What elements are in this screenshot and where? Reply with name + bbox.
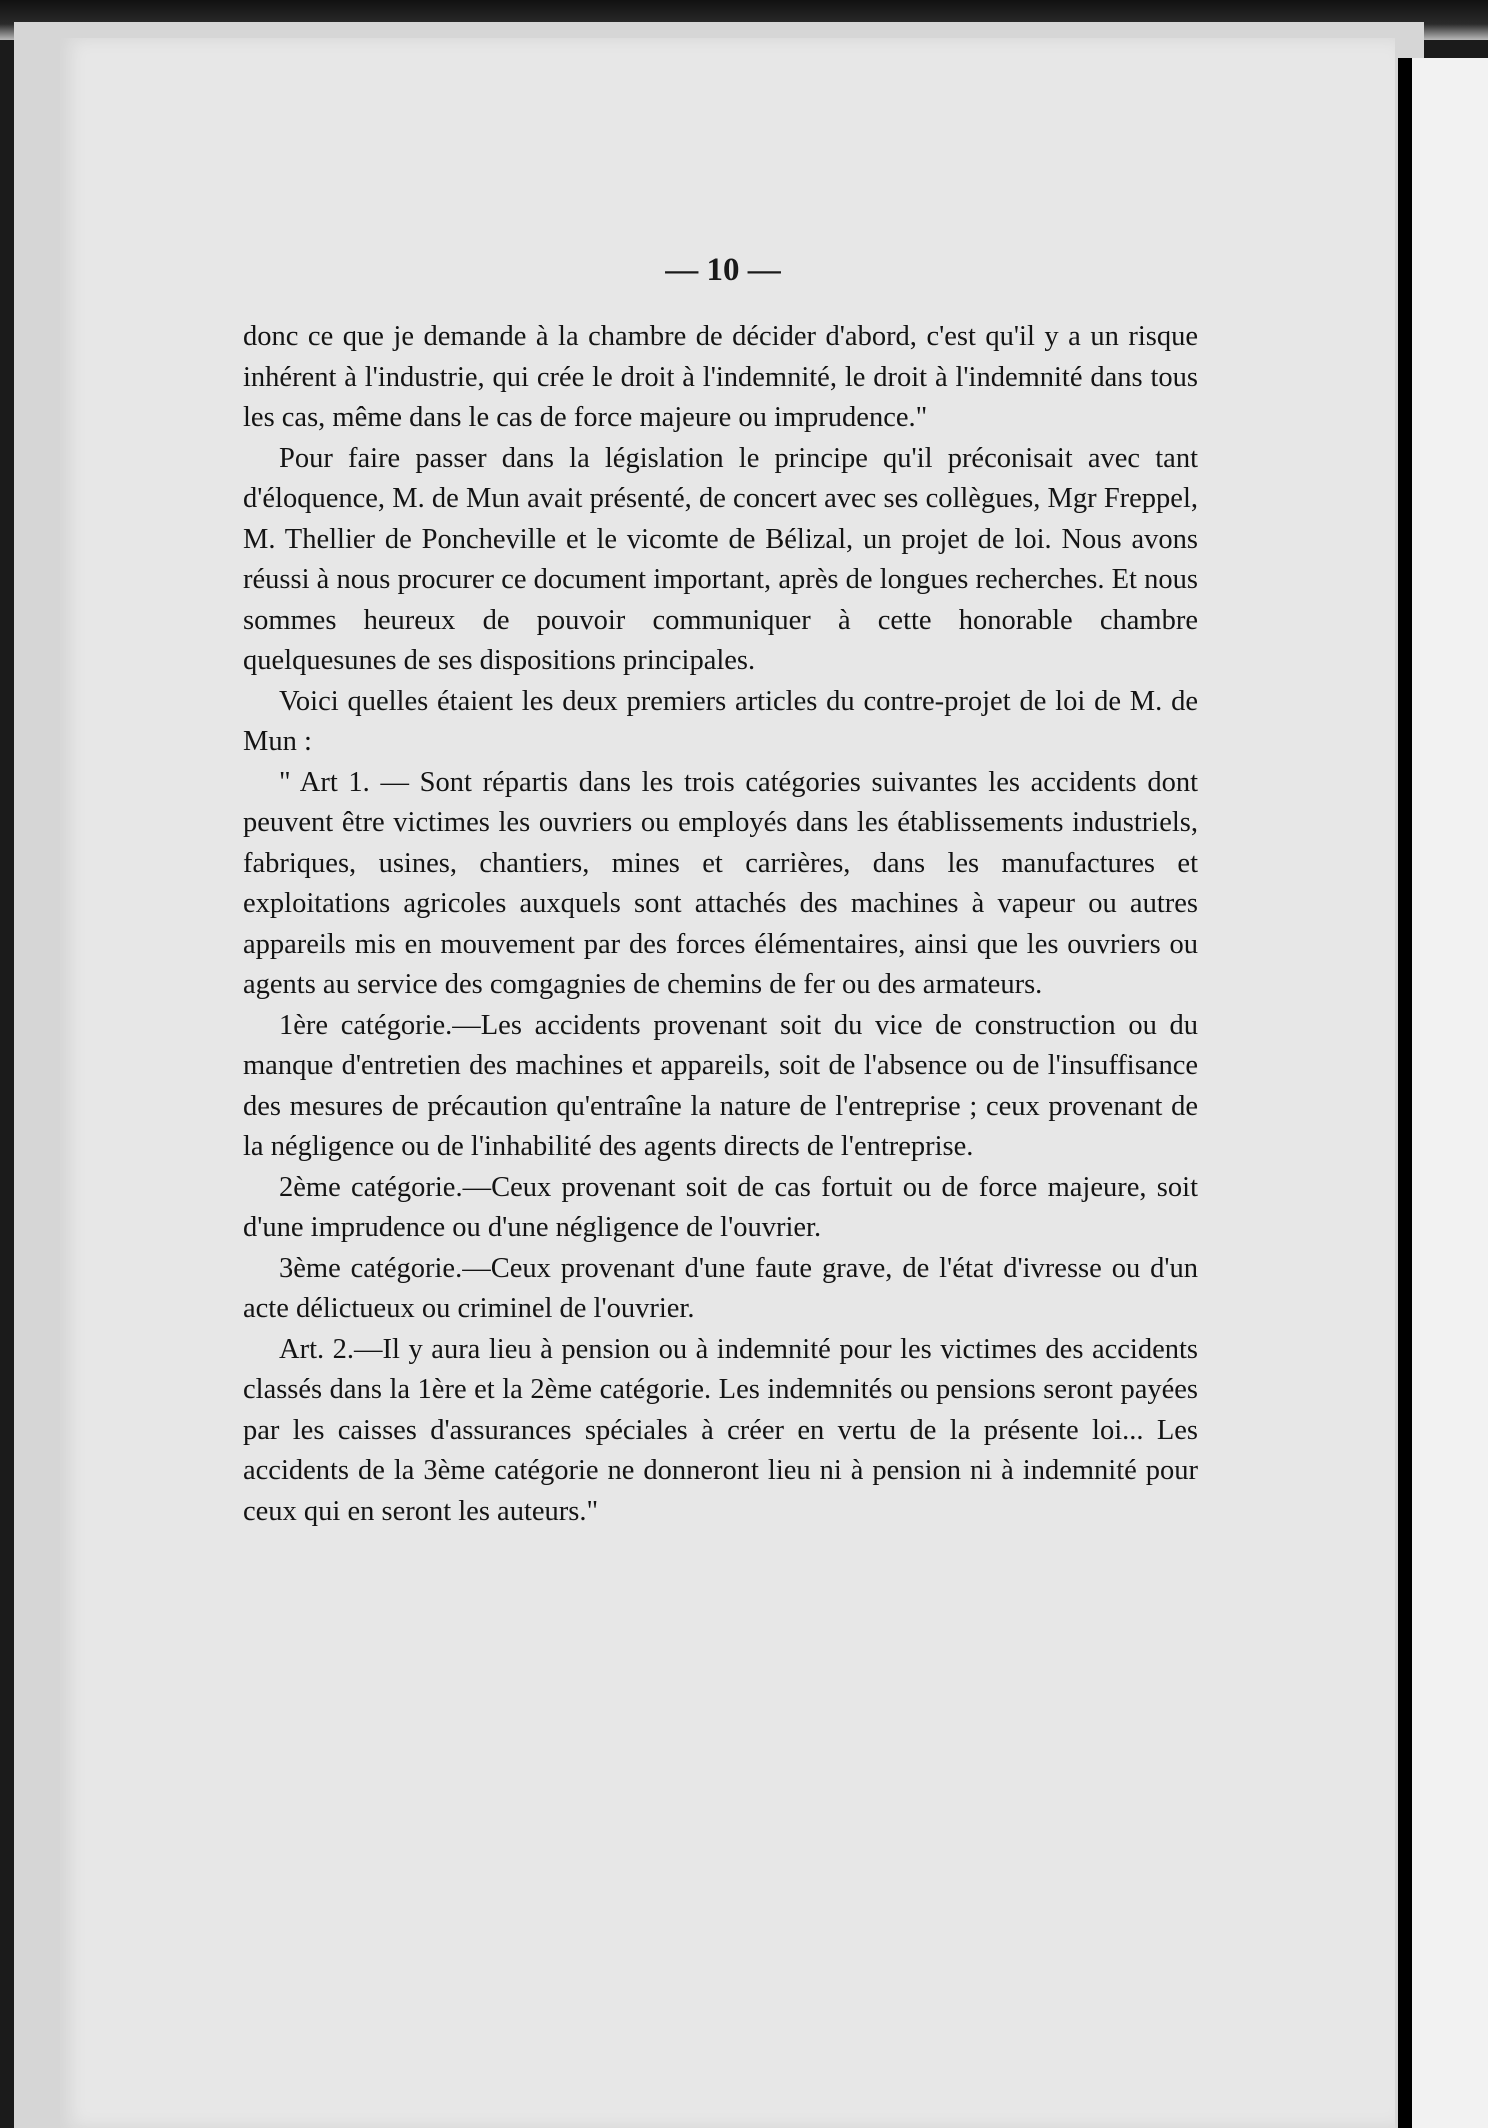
paragraph-categorie-3: 3ème catégorie.—Ceux provenant d'une faute grave, de l'état d'ivresse ou d'un acte délictueux ou criminel de l'ouvrier.	[243, 1252, 1198, 1324]
paragraph-intro-articles: Voici quelles étaient les deux premiers articles du contre-projet de loi de M. de Mun :	[243, 685, 1198, 757]
paragraph-categorie-1: 1ère catégorie.—Les accidents provenant soit du vice de construction ou du manque d'entretien des machines et appareils, soit de l'absence ou de l'insuffisance des mesures de précaution qu'entraîne la nature de l'entreprise ; ceux provenant de la négligence ou de l'inhabilité des agents directs de l'entreprise.	[243, 1009, 1198, 1162]
paragraph-categorie-2: 2ème catégorie.—Ceux provenant soit de cas fortuit ou de force majeure, soit d'une imprudence ou d'une négligence de l'ouvrier.	[243, 1171, 1198, 1243]
book-spine-shadow	[1398, 58, 1412, 2128]
paragraph-article-1: " Art 1. — Sont répartis dans les trois catégories suivantes les accidents dont peuvent être victimes les ouvriers ou employés dans les établissements industriels, fabriques, usines, chantiers, mines et carrières, dans les manufactures et exploitations agricoles auxquels sont attachés des machines à vapeur ou autres appareils mis en mouvement par des forces élémentaires, ainsi que les ouvriers ou agents au service des comgagnies de chemins de fer ou des armateurs.	[243, 766, 1198, 1000]
paragraph-article-2: Art. 2.—Il y aura lieu à pension ou à indemnité pour les victimes des accidents classés dans la 1ère et la 2ème catégorie. Les indemnités ou pensions seront payées par les caisses d'assurances spéciales à créer en vertu de la présente loi... Les accidents de la 3ème catégorie ne donneront lieu ni à pension ni à indemnité pour ceux qui en seront les auteurs."	[243, 1333, 1198, 1527]
paragraph-projet-de-loi: Pour faire passer dans la législation le principe qu'il préconisait avec tant d'éloquence, M. de Mun avait présenté, de concert avec ses collègues, Mgr Freppel, M. Thellier de Poncheville et le vicomte de Bélizal, un projet de loi. Nous avons réussi à nous procurer ce document important, après de longues recherches. Et nous sommes heureux de pouvoir communiquer à cette honorable chambre quelquesunes de ses dispositions principales.	[243, 442, 1198, 676]
page-number: — 10 —	[665, 252, 781, 288]
paragraph-continuation: donc ce que je demande à la chambre de décider d'abord, c'est qu'il y a un risque inhérent à l'industrie, qui crée le droit à l'indemnité, le droit à l'indemnité dans tous les cas, même dans le cas de force majeure ou imprudence."	[243, 321, 1198, 433]
facing-page-edge	[1412, 58, 1488, 2128]
body-text	[243, 317, 1198, 1532]
